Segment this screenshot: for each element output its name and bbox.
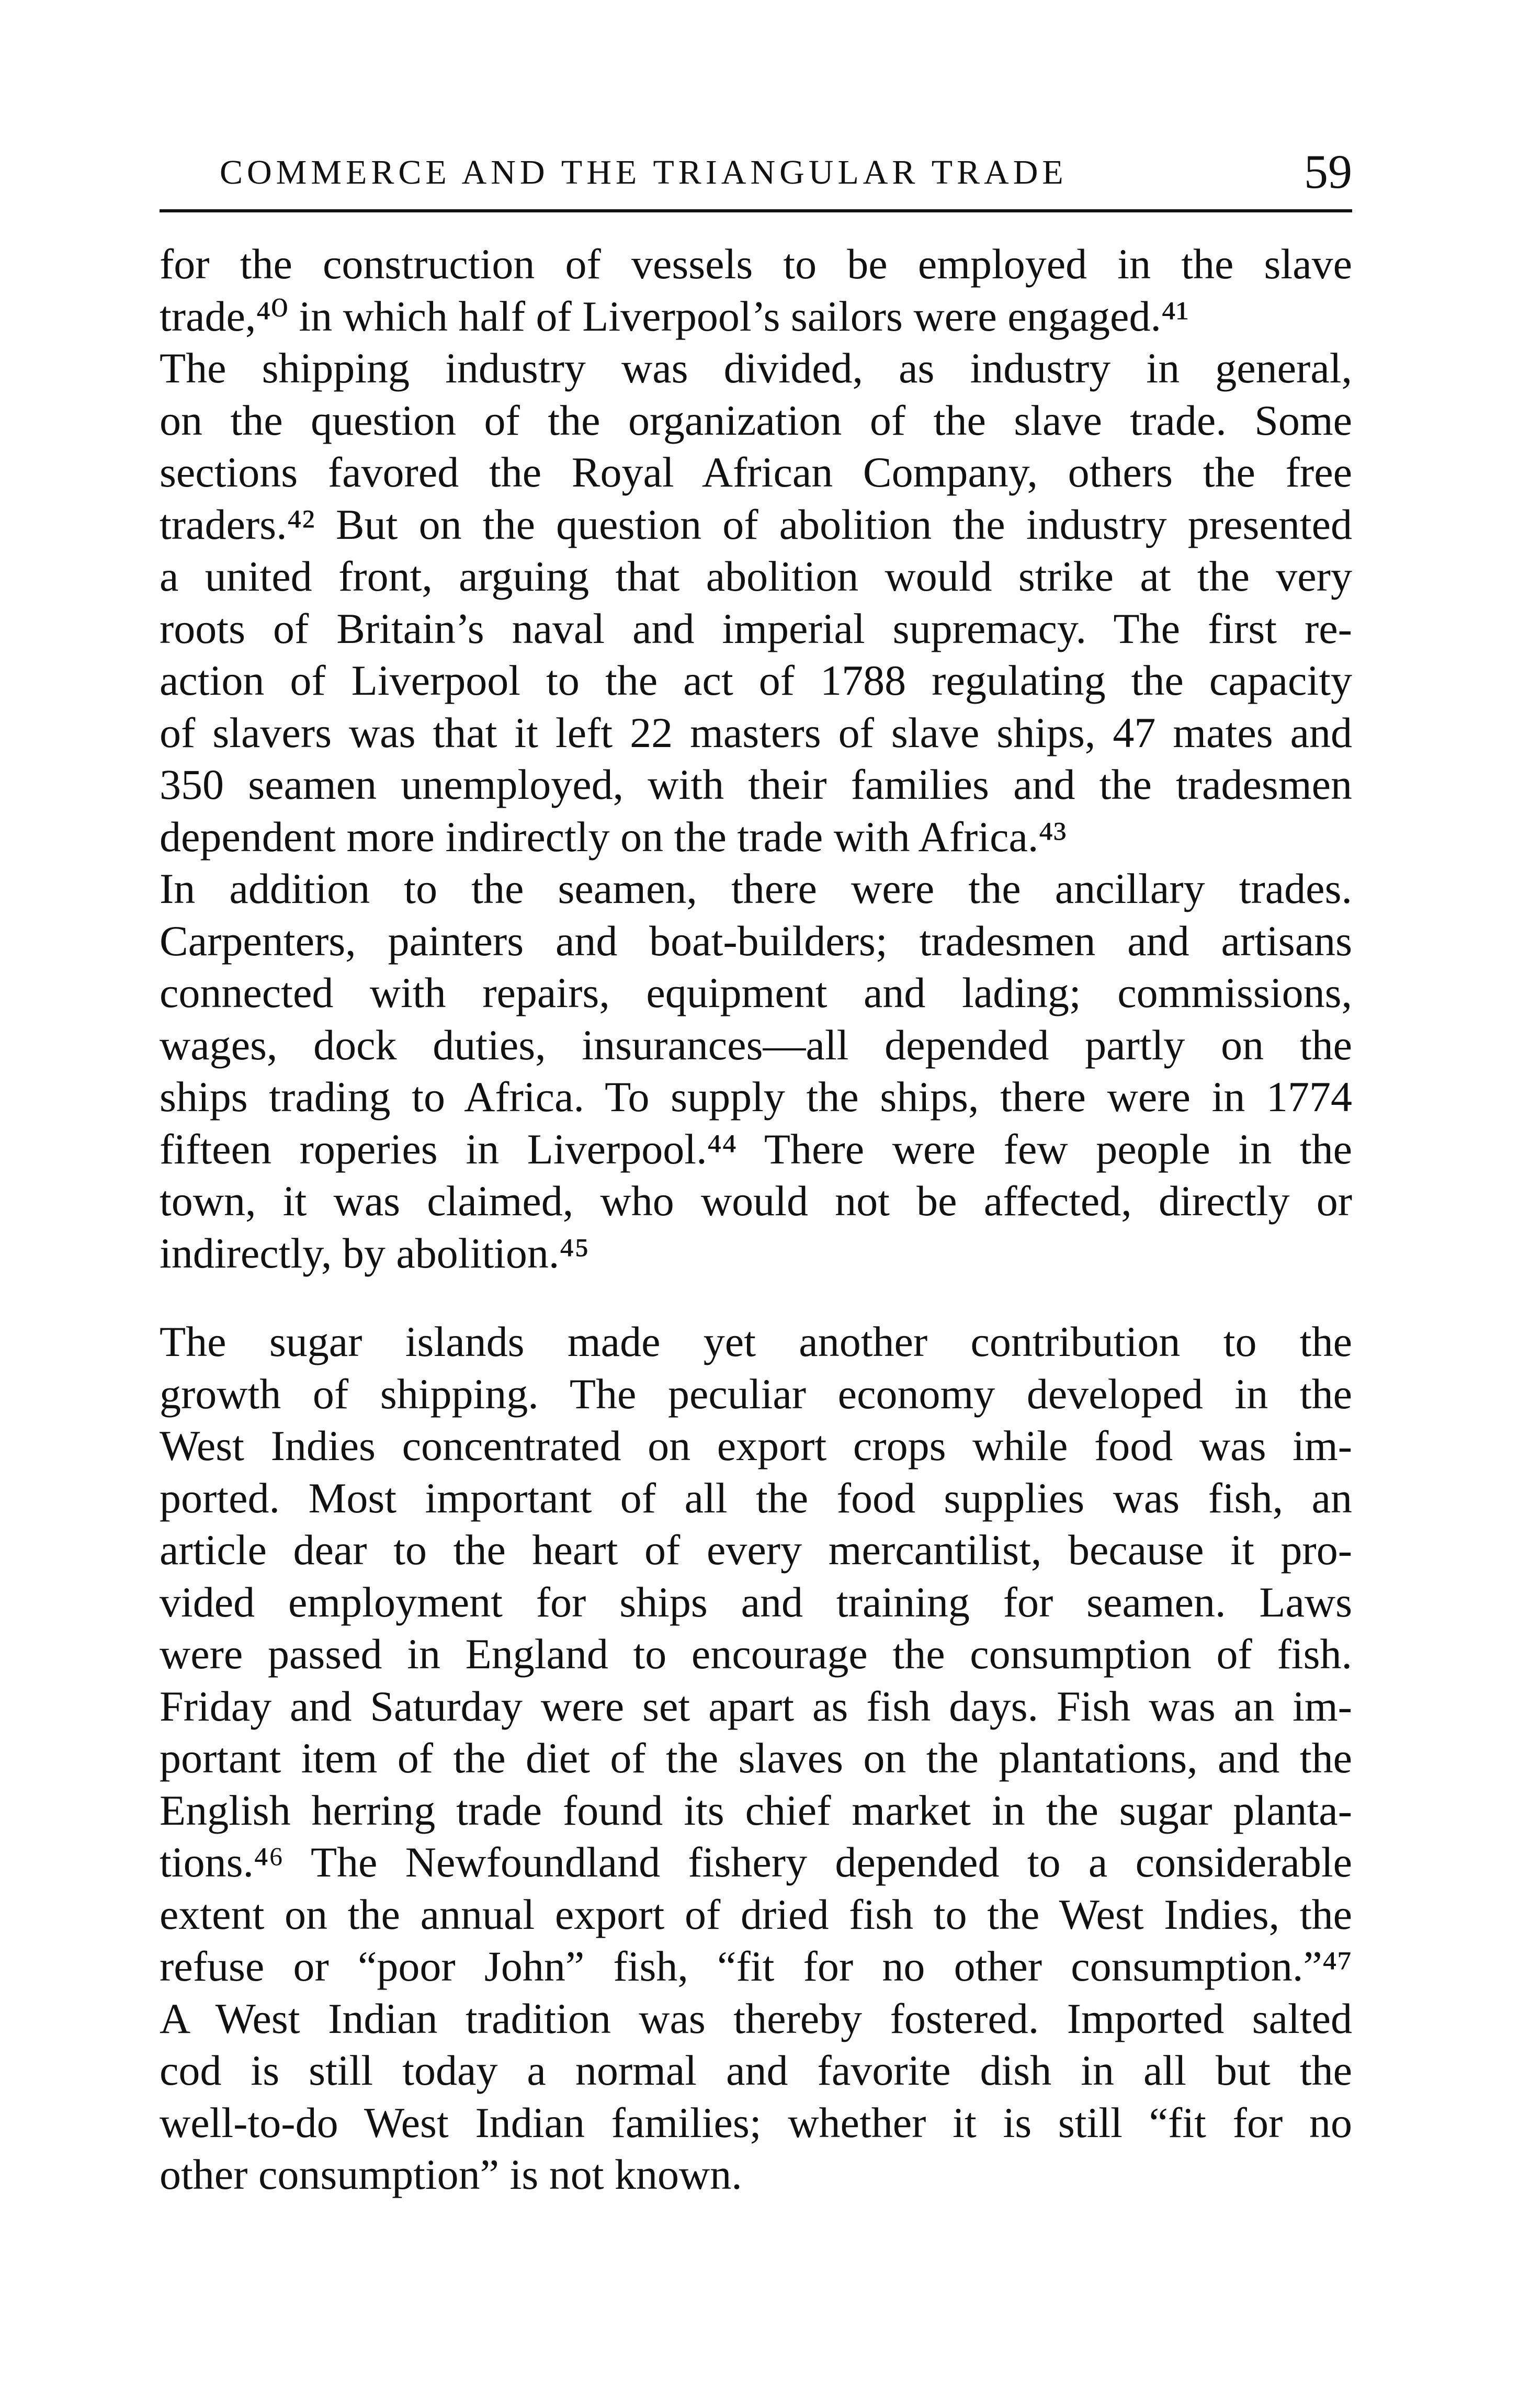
page-number: 59 [1304,145,1352,198]
text-line: indirectly, by abolition.⁴⁵ [160,1229,590,1277]
text-line: 350 seamen unemployed, with their families and the tradesmen [160,761,1352,808]
text-line: West Indies concentrated on export crops while food was im- [160,1422,1352,1469]
text-line: The shipping industry was divided, as industry in general, [160,344,1352,392]
text-line: tions.⁴⁶ The Newfoundland fishery depended to a considerable [160,1838,1352,1886]
text-line: action of Liverpool to the act of 1788 regulating the capacity [160,657,1352,704]
text-line: traders.⁴² But on the question of abolition the industry presented [160,500,1352,548]
text-line: In addition to the seamen, there were the ancillary trades. [160,865,1352,912]
text-line: fifteen roperies in Liverpool.⁴⁴ There were few people in the [160,1125,1352,1173]
text-line: ported. Most important of all the food supplies was fish, an [160,1474,1352,1522]
text-line: a united front, arguing that abolition would strike at the very [160,552,1352,600]
text-line: vided employment for ships and training for seamen. Laws [160,1578,1352,1626]
text-line: cod is still today a normal and favorite dish in all but the [160,2047,1352,2094]
text-line: other consumption” is not known. [160,2151,742,2198]
text-line: town, it was claimed, who would not be affected, directly or [160,1177,1352,1225]
text-line: on the question of the organization of the slave trade. Some [160,396,1352,444]
text-line: A West Indian tradition was thereby fostered. Imported salted [160,1994,1352,2042]
running-title: COMMERCE AND THE TRIANGULAR TRADE [220,153,1068,191]
text-line: connected with repairs, equipment and lading; commissions, [160,969,1352,1016]
paragraph-3 [160,863,1352,1279]
text-line: wages, dock duties, insurances—all depended partly on the [160,1021,1352,1069]
text-line: article dear to the heart of every mercantilist, because it pro- [160,1526,1352,1574]
paragraph-4 [160,1316,1352,2201]
text-line: dependent more indirectly on the trade with Africa.⁴³ [160,812,1067,861]
paragraph-2 [160,342,1352,863]
text-line: The sugar islands made yet another contribution to the [160,1318,1352,1365]
text-line: trade,⁴⁰ in which half of Liverpool’s sailors were engaged.⁴¹ [160,292,1189,340]
text-line: roots of Britain’s naval and imperial supremacy. The first re- [160,604,1352,652]
text-line: ships trading to Africa. To supply the ships, there were in 1774 [160,1073,1352,1121]
text-line: sections favored the Royal African Company, others the free [160,448,1352,496]
text-line: refuse or “poor John” fish, “fit for no other consumption.”⁴⁷ [160,1942,1352,1990]
header-rule [160,209,1352,212]
paragraph-1 [160,238,1352,342]
text-line: growth of shipping. The peculiar economy developed in the [160,1370,1352,1418]
text-line: Carpenters, painters and boat-builders; tradesmen and artisans [160,917,1352,965]
text-line: Friday and Saturday were set apart as fish days. Fish was an im- [160,1682,1352,1730]
text-line: portant item of the diet of the slaves on the plantations, and the [160,1734,1352,1782]
text-line: well-to-do West Indian families; whether it is still “fit for no [160,2098,1352,2146]
section-break [160,1279,1352,1316]
text-line: extent on the annual export of dried fish to the West Indies, the [160,1890,1352,1938]
text-line: English herring trade found its chief market in the sugar planta- [160,1786,1352,1834]
text-line: of slavers was that it left 22 masters of slave ships, 47 mates and [160,708,1352,756]
body-text [160,238,1352,2201]
text-line: for the construction of vessels to be employed in the slave [160,240,1352,288]
running-head [220,146,1352,204]
text-line: were passed in England to encourage the consumption of fish. [160,1630,1352,1678]
